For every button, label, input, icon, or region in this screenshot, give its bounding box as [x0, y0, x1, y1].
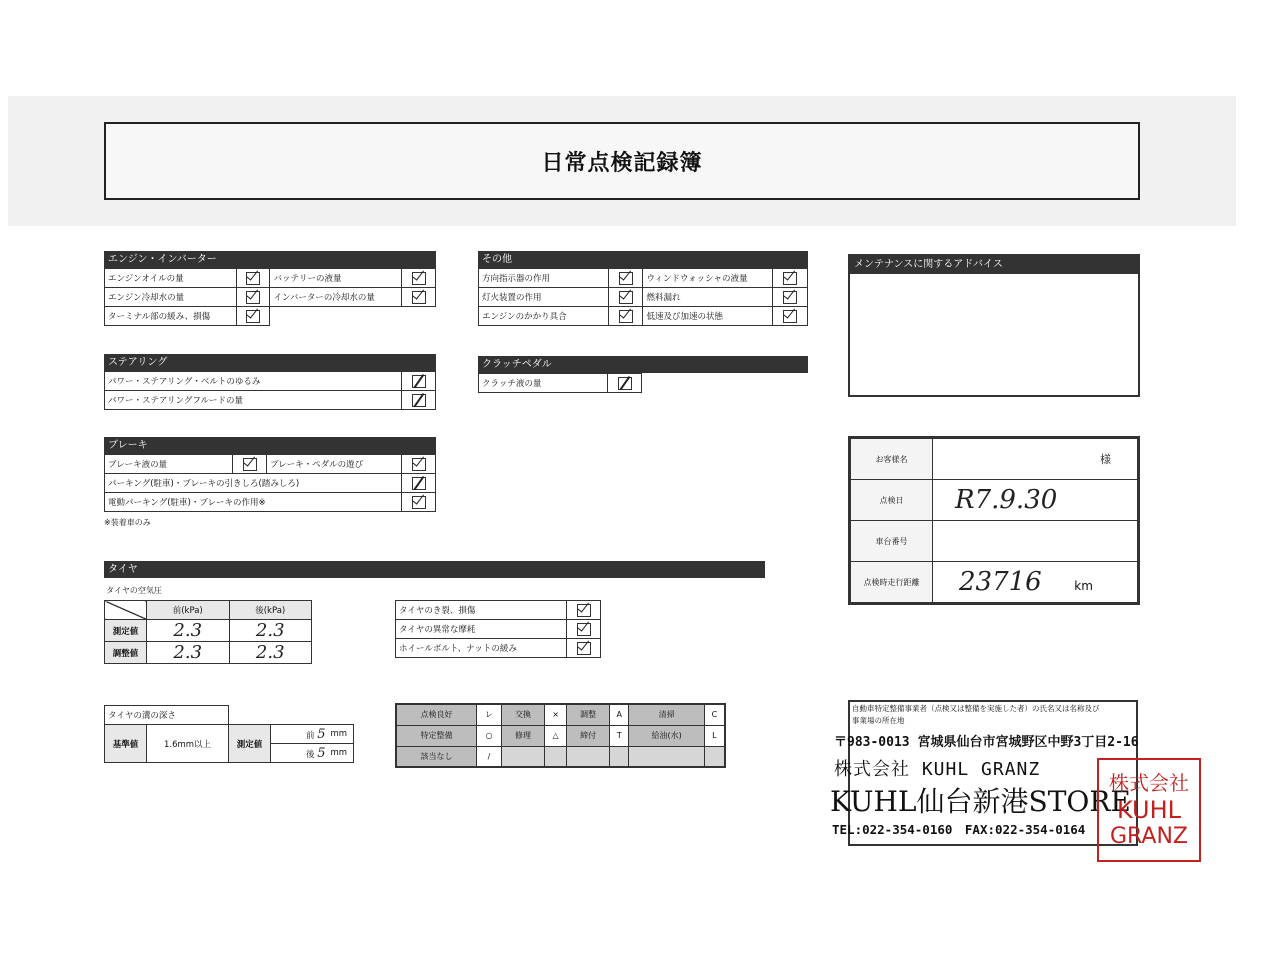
table-row: [105, 474, 436, 493]
shop-address: 〒983-0013 宮城県仙台市宮城野区中野3丁目2-16: [834, 735, 1139, 750]
check-item-label: 燃料漏れ: [643, 288, 773, 307]
table-row: [105, 307, 436, 326]
slash-mark-icon: [412, 477, 426, 490]
tire-check-table: [395, 600, 601, 658]
legend-term: 締付: [567, 725, 610, 746]
section-header-advice: メンテナンスに関するアドバイス: [850, 256, 1138, 274]
check-item-label: インバーターの冷却水の量: [270, 288, 402, 307]
check-cell[interactable]: [402, 455, 436, 474]
shop-store-name: KUHL仙台新港STORE: [830, 785, 1131, 818]
section-engine: [104, 251, 436, 326]
other-table: [478, 268, 808, 326]
check-item-label: バッテリーの液量: [270, 269, 402, 288]
legend-term: 点検良好: [396, 704, 477, 725]
check-cell[interactable]: [608, 269, 643, 288]
legend-symbol: C: [704, 704, 725, 725]
legend-symbol: ○: [477, 725, 502, 746]
check-cell[interactable]: [402, 269, 436, 288]
checkmark-icon: [243, 458, 257, 471]
legend-term: 修理: [501, 725, 544, 746]
honorific-suffix: 様: [1100, 453, 1111, 466]
section-tire: [104, 561, 765, 578]
mileage-label: 点検時走行距離: [851, 562, 933, 603]
customer-name-label: お客様名: [851, 439, 933, 480]
check-item-label: 低速及び加速の状態: [643, 307, 773, 326]
shop-label-line1: 自動車特定整備事業者（点検又は整備を実施した者）の氏名又は名称及び: [852, 704, 1100, 713]
adjusted-front-value[interactable]: 2.3: [147, 642, 230, 664]
slash-mark-icon: [412, 394, 426, 407]
inspection-date-value[interactable]: R7.9.30: [933, 480, 1138, 521]
legend-symbol: レ: [477, 704, 502, 725]
table-row: [105, 372, 436, 391]
section-header-clutch: クラッチペダル: [478, 356, 808, 373]
brake-table: [104, 454, 436, 512]
check-cell[interactable]: [773, 269, 808, 288]
table-row: [105, 601, 312, 620]
shop-contact: TEL:022-354-0160 FAX:022-354-0164: [832, 822, 1086, 837]
standard-label: 基準値: [105, 725, 147, 763]
table-row: [105, 391, 436, 410]
table-row: [396, 704, 725, 725]
section-brake: [104, 437, 436, 528]
tire-pressure-table: [104, 600, 312, 664]
front-label: 前: [306, 730, 315, 741]
measured-rear-value[interactable]: 2.3: [229, 620, 312, 642]
check-cell[interactable]: [233, 455, 267, 474]
chassis-number-field[interactable]: [933, 521, 1138, 562]
check-item-label: エンジンのかかり具合: [479, 307, 609, 326]
shop-label: [852, 703, 1100, 727]
slash-mark-icon: [412, 375, 426, 388]
checkmark-icon: [246, 310, 260, 323]
table-row: [105, 493, 436, 512]
check-item-label: 灯火装置の作用: [479, 288, 609, 307]
diagonal-cell: [105, 601, 147, 620]
checkmark-icon: [246, 291, 260, 304]
check-cell[interactable]: [402, 493, 436, 512]
slash-mark-icon: [618, 377, 632, 390]
table-row: [479, 374, 642, 393]
check-item-label: エンジンオイルの量: [105, 269, 237, 288]
table-row: [105, 269, 436, 288]
table-row: [851, 439, 1138, 480]
table-row: [396, 601, 601, 620]
table-row: [851, 562, 1138, 603]
table-row: [396, 746, 725, 767]
table-row: [105, 642, 312, 664]
table-row: [479, 269, 808, 288]
tread-front-value[interactable]: 5: [317, 726, 326, 742]
section-header-other: その他: [478, 251, 808, 268]
checkmark-icon: [577, 623, 591, 636]
check-item-label: ホイールボルト、ナットの緩み: [396, 639, 567, 658]
shop-label-line2: 事業場の所在地: [852, 716, 905, 725]
engine-table: [104, 268, 436, 326]
unit-mm: mm: [328, 725, 354, 744]
table-row: [396, 620, 601, 639]
advice-text-area[interactable]: [850, 274, 1138, 392]
check-cell[interactable]: [567, 639, 601, 658]
table-row: [479, 307, 808, 326]
title-box: [104, 122, 1140, 200]
legend-symbol: A: [610, 704, 629, 725]
page-title: 日常点検記録簿: [541, 150, 703, 176]
check-cell[interactable]: [236, 288, 270, 307]
check-cell[interactable]: [567, 620, 601, 639]
inspection-date-label: 点検日: [851, 480, 933, 521]
table-row: [105, 620, 312, 642]
legend-symbol: △: [545, 725, 567, 746]
row-measured-label: 測定値: [105, 620, 147, 642]
legend-term: 該当なし: [396, 746, 477, 767]
steering-table: [104, 371, 436, 410]
check-cell[interactable]: [402, 288, 436, 307]
table-row: [105, 288, 436, 307]
check-item-label: 方向指示器の作用: [479, 269, 609, 288]
legend-symbol: ×: [545, 704, 567, 725]
legend-symbol: T: [610, 725, 629, 746]
check-item-label: ターミナル部の緩み、損傷: [105, 307, 237, 326]
company-seal: [1097, 758, 1201, 862]
check-item-label: ブレーキ液の量: [105, 455, 233, 474]
check-item-label: パワー・ステアリングフルードの量: [105, 391, 402, 410]
measured-front-value[interactable]: 2.3: [147, 620, 230, 642]
checkmark-icon: [412, 458, 426, 471]
section-other: [478, 251, 808, 326]
table-row: [851, 521, 1138, 562]
check-item-label: タイヤのき裂、損傷: [396, 601, 567, 620]
measured-label: 測定値: [229, 725, 271, 763]
check-cell[interactable]: [402, 391, 436, 410]
standard-value: 1.6mm以上: [147, 725, 229, 763]
section-header-brake: ブレーキ: [104, 437, 436, 454]
legend-symbol: L: [704, 725, 725, 746]
legend-term: 特定整備: [396, 725, 477, 746]
checkmark-icon: [412, 291, 426, 304]
checkmark-icon: [783, 310, 797, 323]
check-cell[interactable]: [773, 288, 808, 307]
legend-table: [395, 703, 726, 768]
checkmark-icon: [783, 272, 797, 285]
checkmark-icon: [619, 310, 633, 323]
check-cell[interactable]: [608, 307, 643, 326]
check-cell[interactable]: [608, 288, 643, 307]
checkmark-icon: [619, 272, 633, 285]
checkmark-icon: [577, 604, 591, 617]
unit-mm: mm: [328, 744, 354, 763]
checkmark-icon: [246, 272, 260, 285]
table-row: [396, 725, 725, 746]
check-cell[interactable]: [236, 307, 270, 326]
check-item-label: クラッチ液の量: [479, 374, 608, 393]
customer-table: [850, 438, 1138, 603]
chassis-number-label: 車台番号: [851, 521, 933, 562]
section-header-engine: エンジン・インバーター: [104, 251, 436, 268]
check-item-label: ウィンドウォッシャの液量: [643, 269, 773, 288]
section-header-tire: タイヤ: [104, 561, 765, 578]
advice-box: [848, 254, 1140, 397]
mileage-field[interactable]: [933, 562, 1138, 603]
table-row: [105, 725, 354, 744]
adjusted-rear-value[interactable]: 2.3: [229, 642, 312, 664]
check-item-label: パーキング(駐車)・ブレーキの引きしろ(踏みしろ): [105, 474, 402, 493]
table-row: [105, 706, 354, 725]
legend-term: 交換: [501, 704, 544, 725]
legend-symbol: /: [477, 746, 502, 767]
table-row: [105, 455, 436, 474]
check-cell[interactable]: [773, 307, 808, 326]
table-row: [851, 480, 1138, 521]
seal-line2: KUHL: [1116, 796, 1182, 824]
seal-line3: GRANZ: [1109, 824, 1189, 849]
section-header-steering: ステアリング: [104, 354, 436, 371]
check-cell[interactable]: [567, 601, 601, 620]
check-cell[interactable]: [236, 269, 270, 288]
check-cell[interactable]: [402, 372, 436, 391]
legend-term: 清掃: [629, 704, 704, 725]
mileage-value: 23716: [959, 567, 1042, 597]
tire-pressure-label: タイヤの空気圧: [106, 586, 162, 595]
col-front-header: 前(kPa): [147, 601, 230, 620]
mileage-unit: km: [1074, 579, 1093, 593]
check-item-label: ブレーキ・ペダルの遊び: [267, 455, 402, 474]
check-item-label: タイヤの異常な摩耗: [396, 620, 567, 639]
checkmark-icon: [412, 496, 426, 509]
check-item-label: パワー・ステアリング・ベルトのゆるみ: [105, 372, 402, 391]
check-cell[interactable]: [402, 474, 436, 493]
checkmark-icon: [577, 642, 591, 655]
shop-company: 株式会社 KUHL GRANZ: [834, 759, 1041, 780]
check-item-label: 電動パーキング(駐車)・ブレーキの作用※: [105, 493, 402, 512]
tread-rear-value[interactable]: 5: [317, 745, 326, 761]
rear-label: 後: [306, 749, 315, 760]
clutch-table: [478, 373, 642, 393]
seal-line1: 株式会社: [1109, 771, 1189, 795]
checkmark-icon: [412, 272, 426, 285]
customer-name-field[interactable]: [933, 439, 1138, 480]
section-clutch: [478, 356, 808, 393]
customer-info-box: [848, 436, 1140, 605]
table-row: [479, 288, 808, 307]
tread-depth-label: タイヤの溝の深さ: [105, 706, 229, 725]
checkmark-icon: [783, 291, 797, 304]
checkmark-icon: [619, 291, 633, 304]
col-rear-header: 後(kPa): [229, 601, 312, 620]
brake-note: ※装着車のみ: [104, 518, 151, 527]
legend-term: 調整: [567, 704, 610, 725]
legend-term: 給油(水): [629, 725, 704, 746]
tread-depth-table: [104, 705, 354, 763]
row-adjusted-label: 調整値: [105, 642, 147, 664]
check-item-label: エンジン冷却水の量: [105, 288, 237, 307]
check-cell[interactable]: [608, 374, 642, 393]
table-row: [396, 639, 601, 658]
section-steering: [104, 354, 436, 410]
